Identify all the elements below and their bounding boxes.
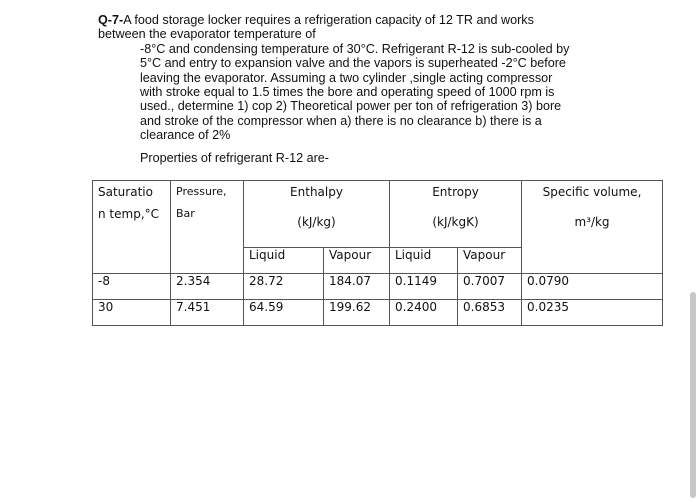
table-cell: 184.07 [324,274,390,300]
subheader-enthalpy-vapour: Vapour [324,248,390,274]
table-cell: 7.451 [171,300,244,326]
subheader-entropy-liquid: Liquid [390,248,458,274]
subheader-entropy-vapour: Vapour [458,248,522,274]
question-number: Q-7- [98,13,124,27]
header-enthalpy: Enthalpy (kJ/kg) [244,181,390,248]
properties-label: Properties of refrigerant R-12 are- [140,151,329,165]
question-line-8: and stroke of the compressor when a) there is no clearance b) there is a [140,113,542,128]
table-cell: 0.2400 [390,300,458,326]
header-sat-temp: Saturatio n temp,°C [93,181,171,274]
table-cell: 30 [93,300,171,326]
question-line-1: Q-7-A food storage locker requires a refrigeration capacity of 12 TR and works [98,13,534,27]
table-cell: 0.6853 [458,300,522,326]
question-line-5: leaving the evaporator. Assuming a two cylinder ,single acting compressor [140,70,553,85]
table-cell: 0.0235 [522,300,663,326]
question-line-7: used., determine 1) cop 2) Theoretical power per ton of refrigeration 3) bore [140,99,562,114]
table-row [93,274,663,300]
properties-table [92,180,663,326]
table-cell: 199.62 [324,300,390,326]
table-cell: 0.1149 [390,274,458,300]
question-line-4: 5°C and entry to expansion valve and the vapors is superheated -2°C before [140,56,566,71]
question-line-6: with stroke equal to 1.5 times the bore and operating speed of 1000 rpm is [140,85,555,100]
table-cell: 28.72 [244,274,324,300]
table-cell: 0.0790 [522,274,663,300]
header-pressure: Pressure, Bar [171,181,244,274]
table-header-row [93,181,663,248]
table-row [93,300,663,326]
question-line-3: -8°C and condensing temperature of 30°C. Refrigerant R-12 is sub-cooled by [140,41,570,56]
question-line-9: clearance of 2% [140,128,231,143]
table-cell: -8 [93,274,171,300]
subheader-enthalpy-liquid: Liquid [244,248,324,274]
header-entropy: Entropy (kJ/kgK) [390,181,522,248]
question-line-2: between the evaporator temperature of [98,27,316,42]
question-text [98,13,618,143]
scrollbar[interactable] [690,292,696,498]
table-cell: 64.59 [244,300,324,326]
table-cell: 0.7007 [458,274,522,300]
table-cell: 2.354 [171,274,244,300]
header-specific-volume: Specific volume, m³/kg [522,181,663,274]
